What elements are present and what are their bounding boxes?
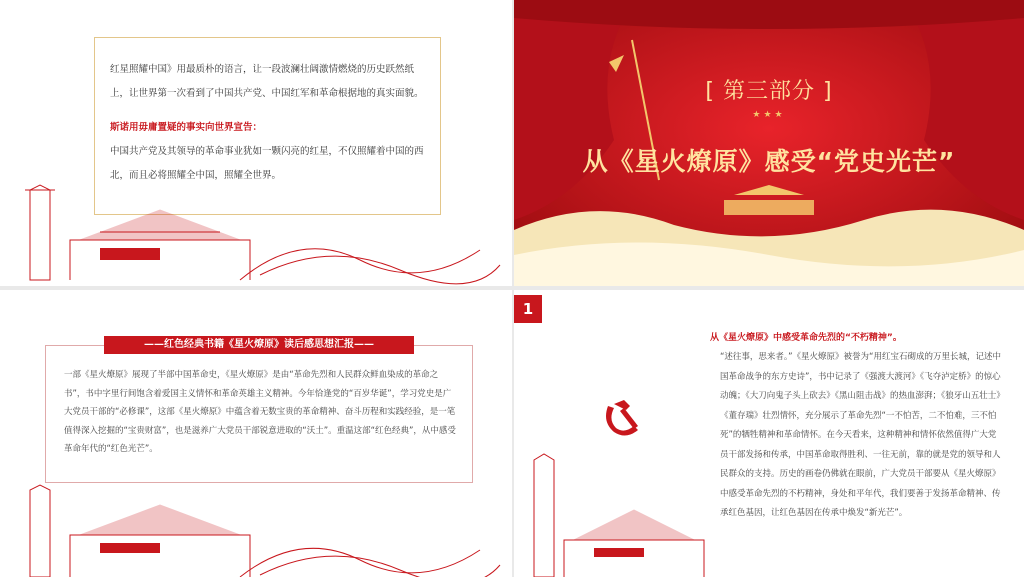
slide4-body: “述往事，思来者。”《星火燎原》被誉为“用红宝石砌成的万里长城，记述中国革命战争的东方史诗”，书中记录了《强渡大渡河》《飞夺泸定桥》的惊心动魄；《大刀向鬼子头上砍去》《黑山阻击战》的热血澎湃；《狼牙山五壮士》《董存瑞》壮烈情怀，充分展示了革命先烈“一不怕苦，二不怕难，三不怕死”的牺牲精神和革命情怀。在今天看来，这种精神和情怀依然值得广大党员干部发扬和传承，中国革命取得胜利、一往无前，靠的就是党的领导和人民群众的支持。历史的画卷仍佛就在眼前，广大党员干部要从《星火燎原》中感受革命先烈的不朽精神，身处和平年代，我们要善于发扬革命精神、传承红色基因，让红色基因在传承中焕发“新光芒”。 <box>720 352 1001 518</box>
star-divider: ★★★ <box>752 110 786 120</box>
slide-2[interactable] <box>514 0 1024 286</box>
slide3-body: 一部《星火燎原》展现了半部中国革命史，《星火燎原》是由“革命先烈和人民群众鲜血染成的革命之书”，书中字里行间饱含着爱国主义情怀和革命英雄主义精神。今年恰逢党的“百岁华诞”，学习党史是广大党员干部的“必修课”，这部《星火燎原》中蕴含着无数宝贵的革命精神、奋斗历程和实践经验，是一笔值得深入挖掘的“宝贵财富”，也是滋养广大党员干部锐意进取的“沃土”。重温这部“红色经典”，从中感受革命年代的“红色光芒”。 <box>64 370 456 454</box>
section-title: 从《星火燎原》感受“党史光芒” <box>582 147 956 176</box>
section-number-badge: 1 <box>514 295 542 323</box>
tiananmen-illustration <box>0 170 512 286</box>
slide1-body: 中国共产党及其领导的革命事业犹如一颗闪亮的红星，不仅照耀着中国的西北，而且必将照耀全中国，照耀全世界。 <box>110 146 424 181</box>
tiananmen-illustration <box>514 430 714 577</box>
slide4-heading: 从《星火燎原》中感受革命先烈的“不朽精神”。 <box>710 333 902 343</box>
slide1-text <box>110 58 426 188</box>
section-label: [ 第三部分 ] <box>705 79 833 104</box>
slide-3[interactable] <box>0 290 512 577</box>
tiananmen-illustration <box>0 480 512 577</box>
slide1-intro: 红星照耀中国》用最质朴的语言，让一段波澜壮阔激情燃烧的历史跃然纸上，让世界第一次看到了中国共产党、中国红军和革命根据地的真实面貌。 <box>110 64 424 99</box>
slide-1[interactable] <box>0 0 512 286</box>
slide-4[interactable] <box>514 290 1024 577</box>
slide1-highlight: 斯诺用毋庸置疑的事实向世界宣告： <box>110 122 263 133</box>
title-banner: ——红色经典书籍《星火燎原》读后感思想汇报—— <box>104 336 414 354</box>
